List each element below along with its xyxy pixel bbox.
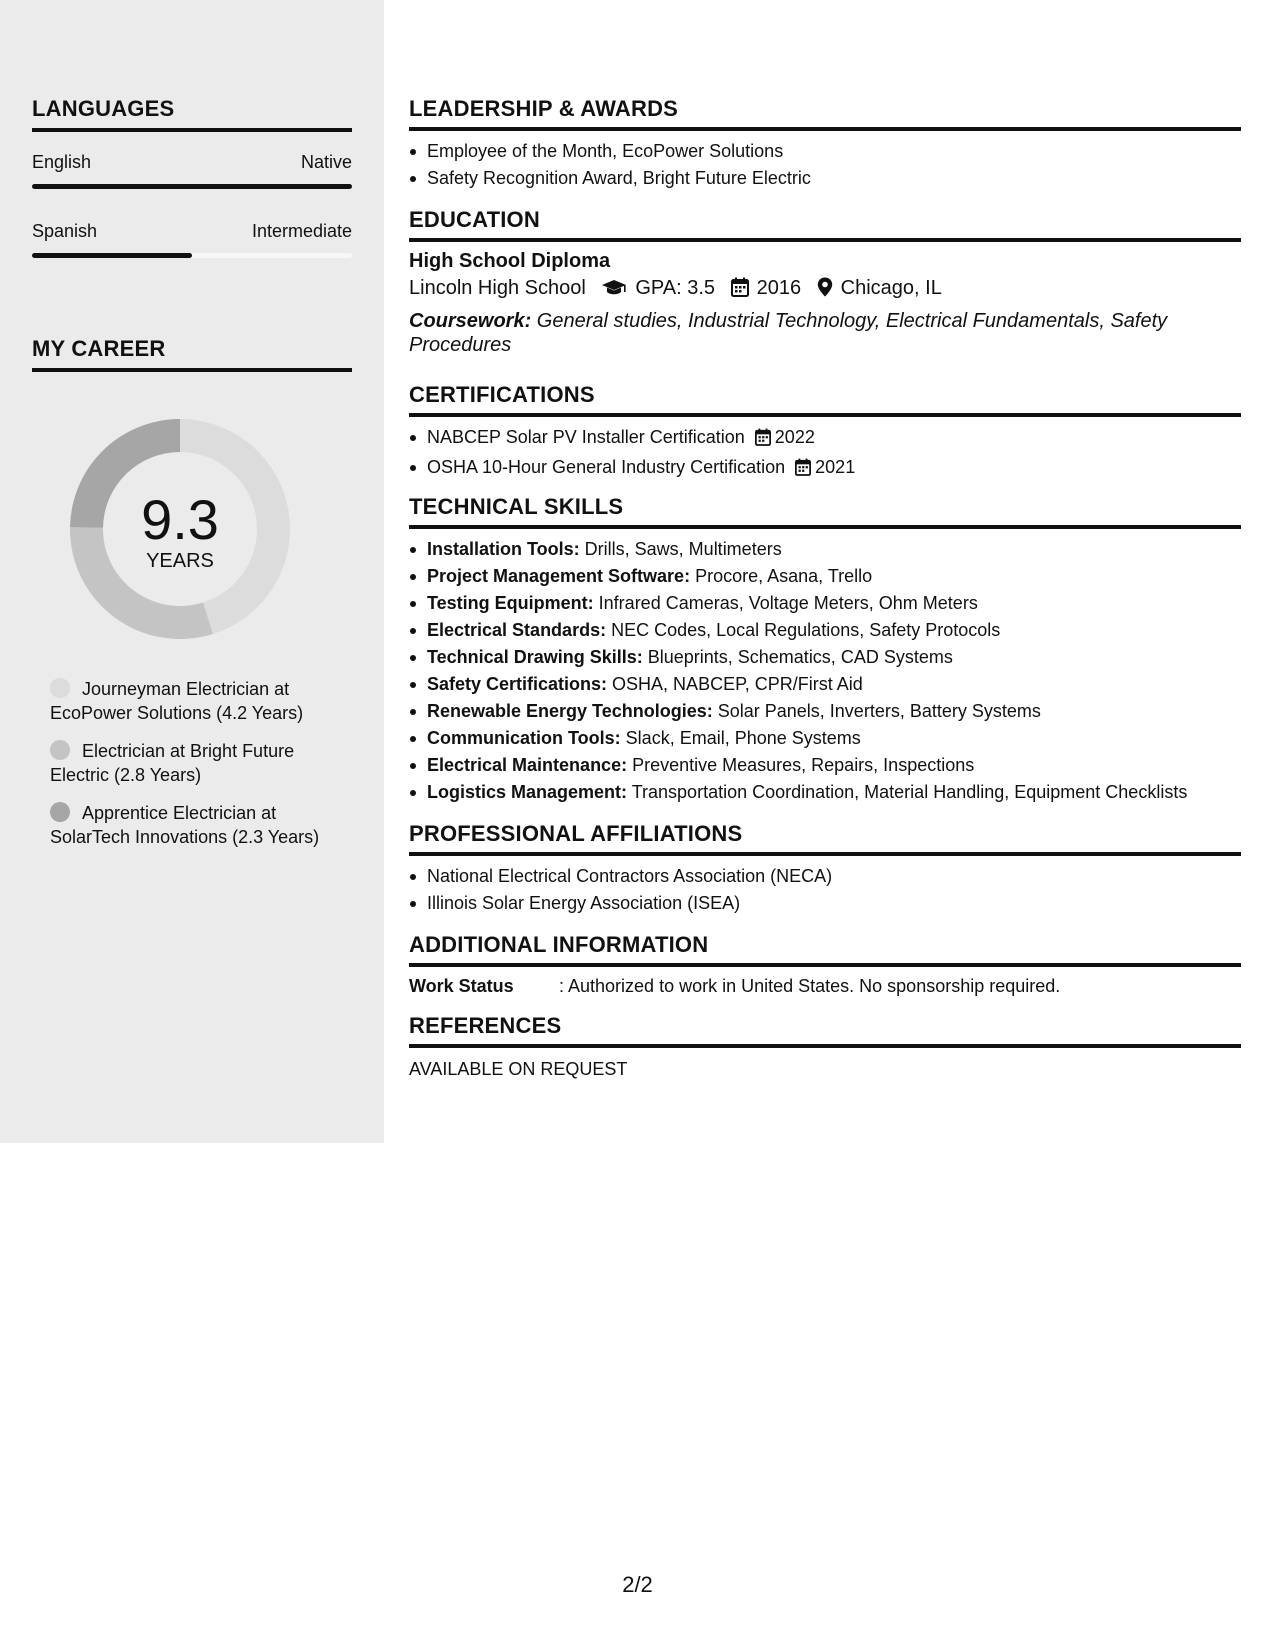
education-coursework (409, 309, 1241, 357)
skill-label: Electrical Maintenance: (427, 755, 628, 775)
education-school: Lincoln High School (409, 277, 586, 299)
work-status-value: : Authorized to work in United States. No sponsorship required. (559, 976, 1061, 996)
calendar-icon (755, 427, 771, 454)
skill-value: Preventive Measures, Repairs, Inspections (627, 755, 975, 775)
career-section (32, 336, 352, 372)
skill-label: Communication Tools: (427, 728, 621, 748)
language-bar-fill (32, 184, 352, 189)
divider (409, 1044, 1241, 1048)
leadership-section (409, 96, 1241, 192)
references-section (409, 1013, 1241, 1080)
list-item (409, 644, 1241, 671)
certifications-section (409, 382, 1241, 484)
list-item (409, 590, 1241, 617)
list-item (409, 752, 1241, 779)
career-donut-chart (66, 415, 294, 643)
languages-title: LANGUAGES (32, 96, 175, 121)
list-item: Employee of the Month, EcoPower Solutions (409, 138, 1241, 165)
career-total-years: 9.3 (141, 488, 219, 551)
skill-value: Transportation Coordination, Material Handling, Equipment Checklists (627, 782, 1188, 802)
list-item (409, 698, 1241, 725)
location-pin-icon (817, 277, 833, 303)
donut-center (66, 415, 294, 643)
leadership-list (409, 138, 1241, 192)
education-gpa: GPA: 3.5 (635, 277, 716, 299)
skills-list (409, 536, 1241, 806)
list-item (409, 563, 1241, 590)
references-title: REFERENCES (409, 1013, 562, 1038)
legend-label: Electrician at Bright Future Electric (2.8 Years) (50, 741, 295, 785)
education-degree: High School Diploma (409, 250, 611, 272)
skill-label: Technical Drawing Skills: (427, 647, 643, 667)
sidebar (0, 0, 384, 1143)
legend-dot (50, 678, 70, 698)
skills-title: TECHNICAL SKILLS (409, 494, 624, 519)
skill-label: Installation Tools: (427, 539, 580, 559)
career-years-unit: YEARS (146, 550, 214, 572)
career-title: MY CAREER (32, 336, 166, 361)
skill-label: Project Management Software: (427, 566, 691, 586)
language-level: Intermediate (251, 221, 352, 241)
divider (409, 963, 1241, 967)
certifications-title: CERTIFICATIONS (409, 382, 595, 407)
legend-dot (50, 802, 70, 822)
legend-item (50, 739, 330, 787)
skill-value: OSHA, NABCEP, CPR/First Aid (607, 674, 863, 694)
list-item (409, 536, 1241, 563)
legend-item (50, 677, 330, 725)
divider (409, 238, 1241, 242)
education-title: EDUCATION (409, 207, 540, 232)
graduation-cap-icon (601, 279, 627, 303)
additional-info-title: ADDITIONAL INFORMATION (409, 932, 709, 957)
affiliations-section (409, 821, 1241, 917)
skill-label: Logistics Management: (427, 782, 628, 802)
legend-item (50, 801, 330, 849)
skill-value: Blueprints, Schematics, CAD Systems (642, 647, 953, 667)
references-text: AVAILABLE ON REQUEST (409, 1059, 628, 1079)
calendar-icon (795, 457, 811, 484)
divider (409, 852, 1241, 856)
divider (409, 127, 1241, 131)
languages-section (32, 96, 352, 241)
coursework-label: Coursework: (409, 310, 532, 332)
certification-year: 2021 (815, 457, 856, 477)
list-item: Illinois Solar Energy Association (ISEA) (409, 890, 1241, 917)
certification-name: OSHA 10-Hour General Industry Certification (427, 457, 786, 477)
list-item (409, 671, 1241, 698)
list-item (409, 424, 1241, 454)
language-bar-fill (32, 253, 192, 258)
affiliations-title: PROFESSIONAL AFFILIATIONS (409, 821, 743, 846)
skill-value: Infrared Cameras, Voltage Meters, Ohm Meters (593, 593, 978, 613)
language-bar-english (32, 184, 352, 189)
list-item (409, 779, 1241, 806)
skill-value: Solar Panels, Inverters, Battery Systems (712, 701, 1041, 721)
coursework-text: General studies, Industrial Technology, Electrical Fundamentals, Safety Procedures (409, 310, 1168, 356)
skill-value: Drills, Saws, Multimeters (579, 539, 782, 559)
skills-section (409, 494, 1241, 806)
additional-info-section (409, 932, 1241, 997)
page-number: 2/2 (622, 1572, 653, 1597)
divider (409, 413, 1241, 417)
certification-year: 2022 (774, 427, 815, 447)
skill-value: Procore, Asana, Trello (690, 566, 873, 586)
education-details (409, 277, 1241, 303)
skill-value: Slack, Email, Phone Systems (620, 728, 861, 748)
divider (32, 128, 352, 132)
language-name: Spanish (32, 221, 98, 241)
education-section (409, 207, 1241, 357)
skill-label: Testing Equipment: (427, 593, 594, 613)
skill-label: Renewable Energy Technologies: (427, 701, 713, 721)
language-name: English (32, 152, 92, 172)
language-level: Native (300, 152, 352, 172)
list-item (409, 617, 1241, 644)
list-item: National Electrical Contractors Association (NECA) (409, 863, 1241, 890)
legend-dot (50, 740, 70, 760)
skill-value: NEC Codes, Local Regulations, Safety Protocols (606, 620, 1001, 640)
list-item (409, 454, 1241, 484)
skill-label: Electrical Standards: (427, 620, 607, 640)
skill-label: Safety Certifications: (427, 674, 608, 694)
certifications-list (409, 424, 1241, 484)
work-status-row (409, 976, 1241, 997)
list-item (409, 725, 1241, 752)
education-year: 2016 (756, 277, 802, 299)
divider (32, 368, 352, 372)
list-item: Safety Recognition Award, Bright Future Electric (409, 165, 1241, 192)
calendar-icon (731, 277, 749, 303)
legend-label: Apprentice Electrician at SolarTech Innovations (2.3 Years) (50, 803, 320, 847)
certification-name: NABCEP Solar PV Installer Certification (427, 427, 745, 447)
leadership-title: LEADERSHIP & AWARDS (409, 96, 679, 121)
affiliations-list (409, 863, 1241, 917)
work-status-label: Work Status (409, 976, 514, 996)
divider (409, 525, 1241, 529)
education-location: Chicago, IL (840, 277, 942, 299)
language-bar-spanish (32, 253, 352, 258)
legend-label: Journeyman Electrician at EcoPower Solutions (4.2 Years) (50, 679, 304, 723)
